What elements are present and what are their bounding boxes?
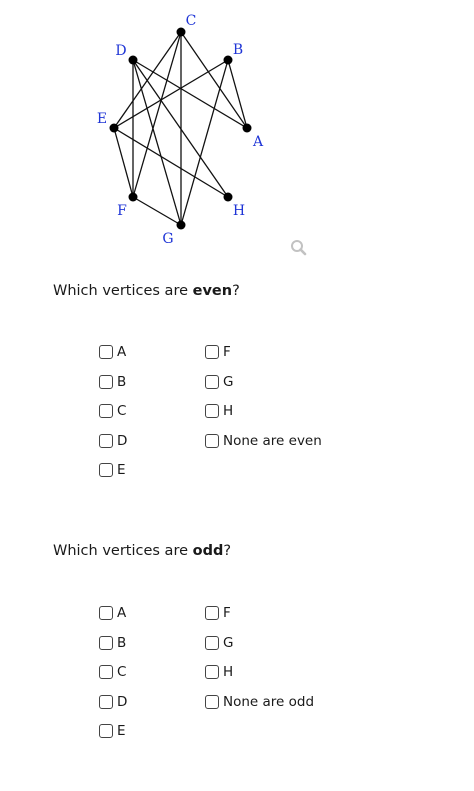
option-label: F (223, 605, 231, 621)
option-label: None are odd (223, 693, 315, 710)
checkbox[interactable] (99, 724, 113, 738)
option-label: H (223, 403, 234, 419)
edge-B-G (181, 60, 228, 225)
vertex-label-C: C (185, 13, 197, 29)
checkbox[interactable] (205, 434, 219, 448)
checkbox[interactable] (205, 636, 219, 650)
option-label: None are even (223, 432, 322, 449)
vertex-label-H: H (232, 203, 246, 219)
even-option-7[interactable] (205, 401, 233, 421)
graph-diagram (0, 0, 474, 260)
option-label: G (223, 373, 234, 390)
option-label: E (117, 723, 126, 739)
vertex-label-A: A (252, 134, 264, 150)
vertex-H (224, 193, 233, 202)
even-option-1[interactable] (99, 372, 126, 392)
vertex-label-G: G (162, 231, 174, 247)
even-option-5[interactable] (205, 342, 231, 362)
checkbox[interactable] (99, 606, 113, 620)
checkbox[interactable] (205, 665, 219, 679)
option-label: B (117, 634, 127, 651)
even-option-3[interactable] (99, 431, 127, 451)
edge-E-H (114, 128, 228, 197)
question-even (53, 283, 240, 299)
odd-option-5[interactable] (205, 603, 231, 623)
vertex-G (177, 221, 186, 230)
checkbox[interactable] (99, 636, 113, 650)
option-label: E (117, 462, 126, 478)
question-even-text: Which vertices are (53, 283, 193, 299)
checkbox[interactable] (205, 345, 219, 359)
even-option-8[interactable] (205, 431, 322, 451)
checkbox[interactable] (99, 695, 113, 709)
checkbox[interactable] (99, 463, 113, 477)
odd-option-3[interactable] (99, 692, 127, 712)
option-label: H (223, 664, 234, 680)
odd-option-7[interactable] (205, 662, 233, 682)
even-option-0[interactable] (99, 342, 126, 362)
checkbox[interactable] (99, 345, 113, 359)
option-label: C (117, 664, 127, 680)
odd-option-2[interactable] (99, 662, 126, 682)
magnifier-icon (289, 238, 309, 258)
checkbox[interactable] (99, 404, 113, 418)
vertex-label-D: D (115, 43, 127, 59)
odd-option-8[interactable] (205, 692, 314, 712)
odd-option-1[interactable] (99, 633, 126, 653)
checkbox[interactable] (99, 375, 113, 389)
question-odd-mark: ? (223, 543, 232, 559)
checkbox[interactable] (99, 665, 113, 679)
odd-option-4[interactable] (99, 721, 126, 741)
odd-option-0[interactable] (99, 603, 126, 623)
checkbox[interactable] (205, 375, 219, 389)
odd-option-6[interactable] (205, 633, 233, 653)
vertex-C (177, 28, 186, 37)
option-label: B (117, 373, 127, 390)
option-label: G (223, 634, 234, 651)
option-label: A (117, 605, 127, 621)
question-even-bold: even (192, 283, 233, 299)
checkbox[interactable] (205, 695, 219, 709)
even-option-6[interactable] (205, 372, 233, 392)
option-label: F (223, 344, 231, 360)
vertex-F (129, 193, 138, 202)
option-label: C (117, 403, 127, 419)
checkbox[interactable] (205, 606, 219, 620)
vertex-label-B: B (232, 42, 244, 58)
even-option-4[interactable] (99, 460, 126, 480)
option-label: D (117, 432, 128, 449)
checkbox[interactable] (99, 434, 113, 448)
vertex-A (243, 124, 252, 133)
vertex-E (110, 124, 119, 133)
question-odd (53, 543, 231, 559)
zoom-button[interactable] (289, 238, 309, 258)
checkbox[interactable] (205, 404, 219, 418)
even-option-2[interactable] (99, 401, 126, 421)
vertex-label-E: E (96, 111, 108, 127)
option-label: D (117, 693, 128, 710)
question-even-mark: ? (232, 283, 240, 299)
vertex-D (129, 56, 138, 65)
question-odd-bold: odd (192, 543, 224, 559)
vertex-label-F: F (117, 203, 127, 219)
edge-C-F (133, 32, 181, 197)
option-label: A (117, 344, 127, 360)
question-odd-text: Which vertices are (53, 543, 193, 559)
vertex-B (224, 56, 233, 65)
